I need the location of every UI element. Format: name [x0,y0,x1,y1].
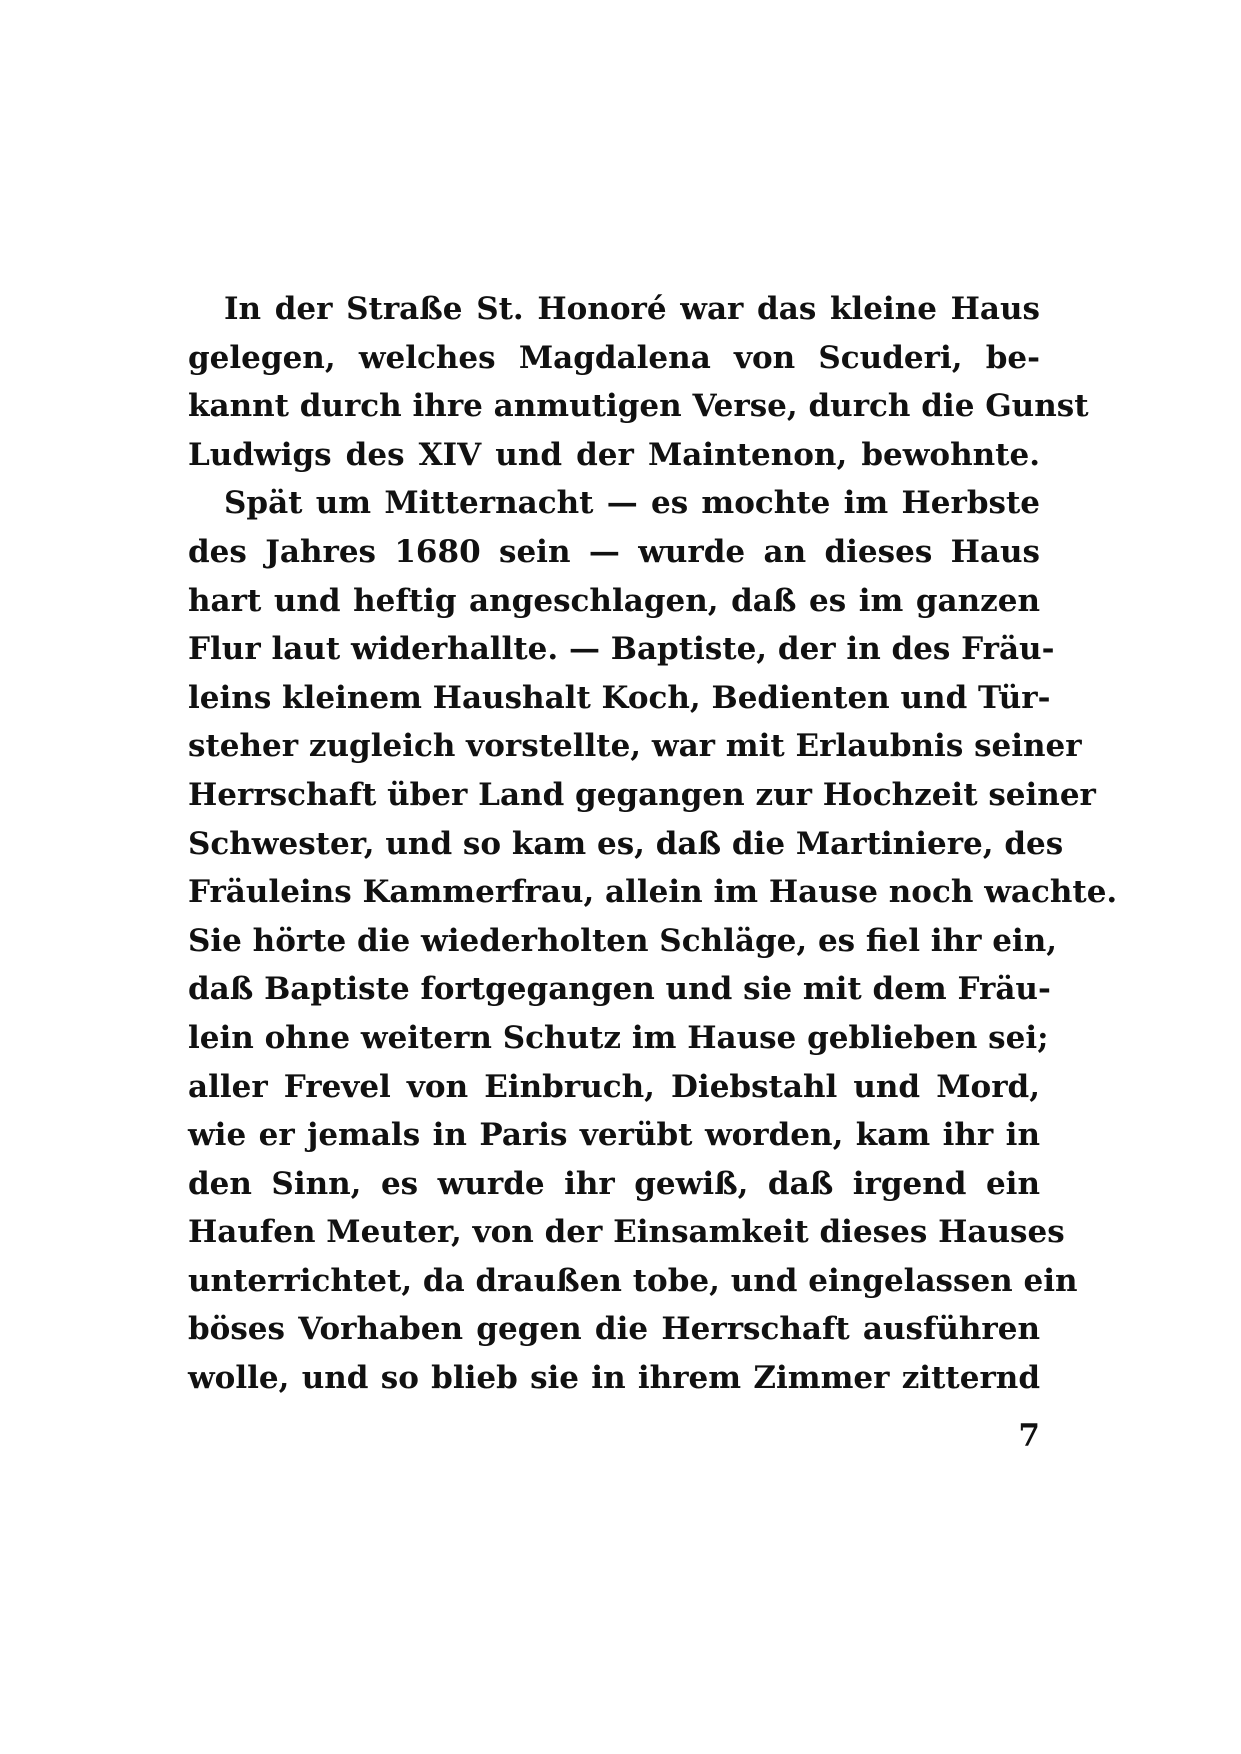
page-number: 7 [1018,1418,1040,1454]
text-line: steher zugleich vorstellte, war mit Erlaubnis seiner [188,728,1082,765]
text-line: kannt durch ihre anmutigen Verse, durch die Gunst [188,388,1089,425]
text-line: Schwester, und so kam es, daß die Martiniere, des [188,825,1064,862]
text-line: Fräuleins Kammerfrau, allein im Hause noch wachte. [188,874,1118,911]
text-line: aller Frevel von Einbruch, Diebstahl und Mord, [188,1068,1040,1105]
text-line: Spät um Mitternacht — es mochte im Herbste [224,485,1040,522]
text-line: hart und heftig angeschlagen, daß es im ganzen [188,582,1040,619]
text-line: gelegen, welches Magdalena von Scuderi, be- [188,339,1040,376]
body-text [188,285,1118,1403]
text-line: unterrichtet, da draußen tobe, und eingelassen ein [188,1262,1078,1299]
text-line: Ludwigs des XIV und der Maintenon, bewohnte. [188,436,1040,473]
text-line: wie er jemals in Paris verübt worden, kam ihr in [188,1117,1040,1154]
text-line: Flur laut widerhallte. — Baptiste, der in des Fräu- [188,631,1055,668]
text-line: lein ohne weitern Schutz im Hause geblieben sei; [188,1019,1049,1056]
text-line: den Sinn, es wurde ihr gewiß, daß irgend ein [188,1165,1040,1202]
text-line: leins kleinem Haushalt Koch, Bedienten und Tür- [188,679,1051,716]
text-line: wolle, und so blieb sie in ihrem Zimmer zitternd [188,1360,1040,1397]
text-line: Herrschaft über Land gegangen zur Hochzeit seiner [188,776,1096,813]
text-line: daß Baptiste fortgegangen und sie mit dem Fräu- [188,971,1051,1008]
text-line: böses Vorhaben gegen die Herrschaft ausführen [188,1311,1040,1348]
text-line: Sie hörte die wiederholten Schläge, es fiel ihr ein, [188,922,1058,959]
text-line: des Jahres 1680 sein — wurde an dieses Haus [188,533,1040,570]
text-line: Haufen Meuter, von der Einsamkeit dieses Hauses [188,1214,1065,1251]
text-line: In der Straße St. Honoré war das kleine Haus [224,291,1040,327]
